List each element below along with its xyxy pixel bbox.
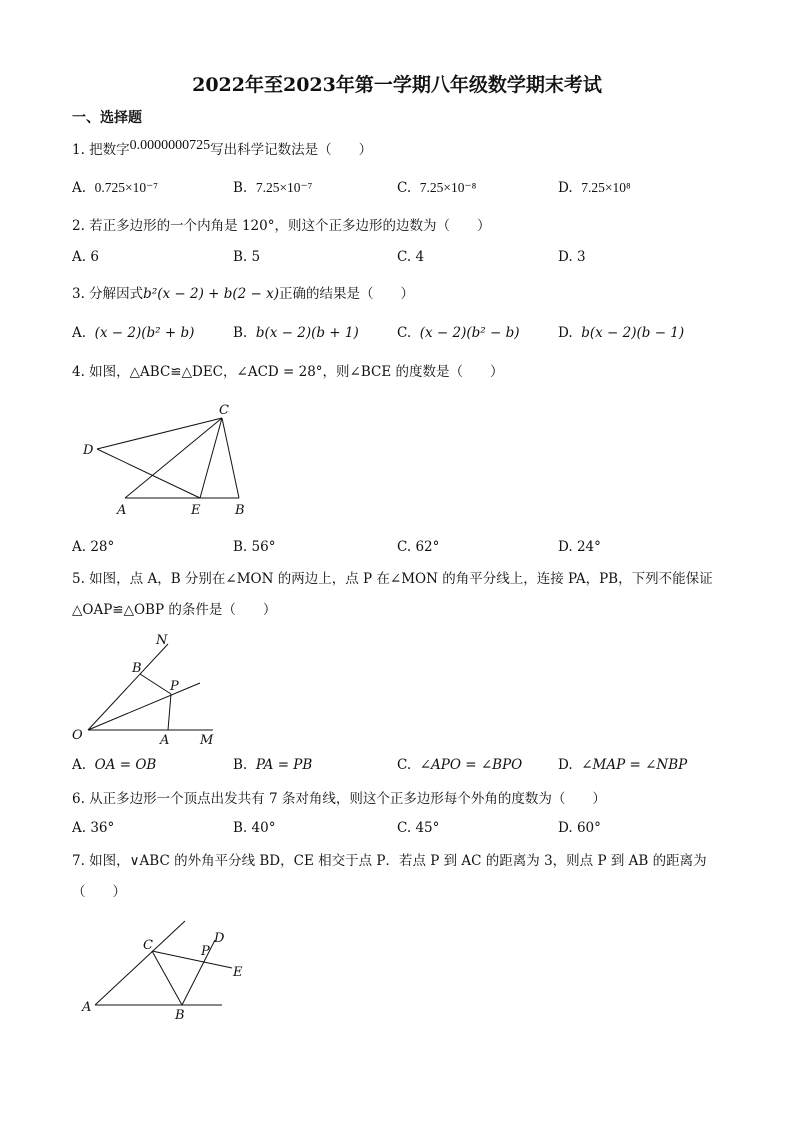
- q5-label-b: B: [132, 661, 142, 676]
- question-2-stem: 2. 若正多边形的一个内角是 120°，则这个正多边形的边数为（ ）: [72, 218, 491, 234]
- q3-option-a[interactable]: A. (x − 2)(b² + b): [72, 325, 195, 341]
- q4-label-d: D: [83, 443, 94, 458]
- q7-label-a: A: [82, 1000, 92, 1015]
- q4-label-e: E: [191, 503, 201, 518]
- q7-label-b: B: [175, 1008, 185, 1023]
- q1-option-a[interactable]: A. 0.725×10⁻⁷: [72, 180, 158, 196]
- q4-label-a: A: [117, 503, 127, 518]
- q1-option-c[interactable]: C. 7.25×10⁻⁸: [397, 180, 477, 196]
- question-5-stem-line1: 5. 如图，点 A，B 分别在∠MON 的两边上，点 P 在∠MON 的角平分线上，连接 PA，PB，下列不能保证: [72, 571, 713, 587]
- question-3-stem: 3. 分解因式b²(x − 2) + b(2 − x)正确的结果是（ ）: [72, 286, 415, 302]
- q6-option-d[interactable]: D. 60°: [558, 820, 601, 836]
- q4-option-a[interactable]: A. 28°: [72, 539, 115, 555]
- q1-option-d[interactable]: D. 7.25×10⁸: [558, 180, 631, 196]
- q7-label-e: E: [233, 965, 243, 980]
- q2-option-a[interactable]: A. 6: [72, 249, 99, 265]
- q5-label-o: O: [72, 728, 83, 743]
- q3-option-c[interactable]: C. (x − 2)(b² − b): [397, 325, 520, 341]
- question-5-stem-line2: △OAP≌△OBP 的条件是（ ）: [72, 602, 277, 618]
- q7-label-d: D: [214, 931, 225, 946]
- q6-option-c[interactable]: C. 45°: [397, 820, 440, 836]
- q1-option-b[interactable]: B. 7.25×10⁻⁷: [233, 180, 313, 196]
- q4-label-b: B: [235, 503, 245, 518]
- question-4-stem: 4. 如图，△ABC≌△DEC，∠ACD = 28°，则∠BCE 的度数是（ ）: [72, 364, 504, 380]
- q5-label-m: M: [200, 733, 214, 748]
- q5-label-n: N: [156, 633, 168, 648]
- q7-label-c: C: [143, 938, 153, 953]
- exam-title: 2022年至2023年第一学期八年级数学期末考试: [192, 74, 602, 96]
- q5-option-d[interactable]: D. ∠MAP = ∠NBP: [558, 757, 688, 773]
- q6-option-b[interactable]: B. 40°: [233, 820, 276, 836]
- q5-label-a: A: [160, 733, 170, 748]
- q4-option-d[interactable]: D. 24°: [558, 539, 601, 555]
- q3-option-b[interactable]: B. b(x − 2)(b + 1): [233, 325, 359, 341]
- q5-label-p: P: [170, 679, 179, 694]
- question-7-stem-line1: 7. 如图，∨ABC 的外角平分线 BD，CE 相交于点 P．若点 P 到 AC 的距离为 3，则点 P 到 AB 的距离为: [72, 853, 707, 869]
- q2-option-c[interactable]: C. 4: [397, 249, 425, 265]
- q4-label-c: C: [219, 403, 229, 418]
- q4-option-c[interactable]: C. 62°: [397, 539, 440, 555]
- question-6-stem: 6. 从正多边形一个顶点出发共有 7 条对角线，则这个正多边形每个外角的度数为（ ）: [72, 791, 606, 807]
- q7-label-p: P: [201, 944, 210, 959]
- q2-option-b[interactable]: B. 5: [233, 249, 261, 265]
- q5-option-a[interactable]: A. OA = OB: [72, 757, 157, 773]
- q5-option-b[interactable]: B. PA = PB: [233, 757, 313, 773]
- q3-option-d[interactable]: D. b(x − 2)(b − 1): [558, 325, 685, 341]
- q6-option-a[interactable]: A. 36°: [72, 820, 115, 836]
- question-1-stem: 1. 把数字0.0000000725写出科学记数法是（ ）: [72, 138, 373, 158]
- q4-option-b[interactable]: B. 56°: [233, 539, 276, 555]
- section-heading: 一、选择题: [72, 110, 142, 126]
- question-7-stem-line2: （ ）: [72, 884, 126, 900]
- q5-option-c[interactable]: C. ∠APO = ∠BPO: [397, 757, 523, 773]
- q2-option-d[interactable]: D. 3: [558, 249, 586, 265]
